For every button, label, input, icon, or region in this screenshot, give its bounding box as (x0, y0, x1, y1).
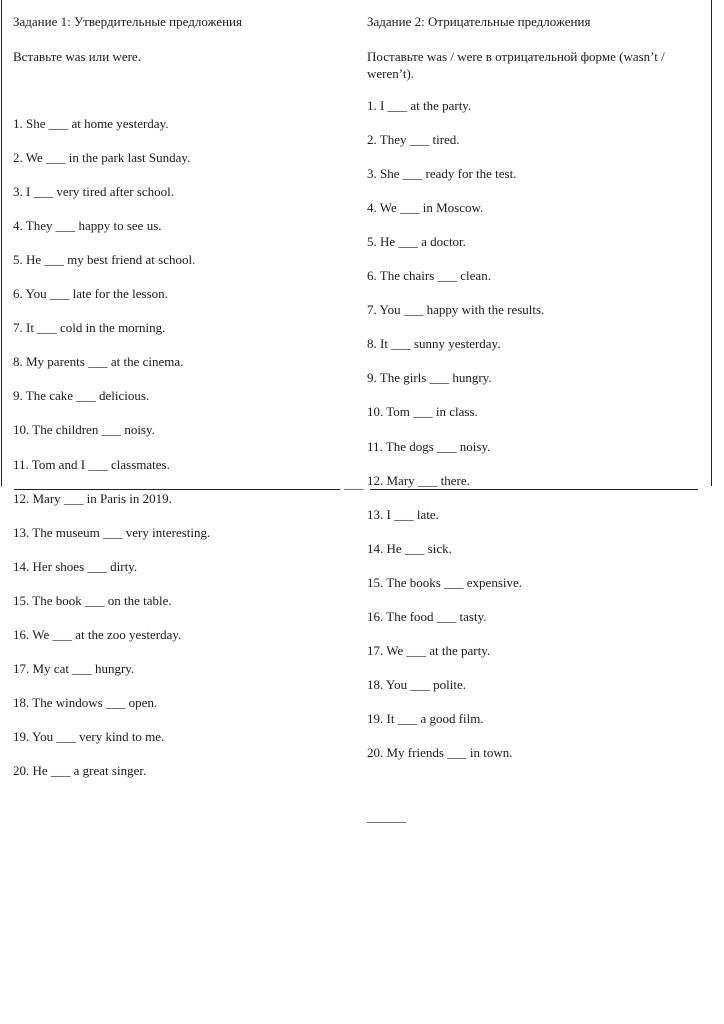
task2-item-3: 3. She ___ ready for the test. (367, 166, 517, 182)
task2-item-8: 8. It ___ sunny yesterday. (367, 336, 501, 352)
task2-title: Задание 2: Отрицательные предложения (367, 14, 591, 29)
task2-item-7: 7. You ___ happy with the results. (367, 302, 545, 318)
task1-item-9: 9. The cake ___ delicious. (13, 388, 150, 404)
task2-item-1: 1. I ___ at the party. (367, 98, 472, 113)
task1-item-15: 15. The book ___ on the table. (13, 592, 172, 608)
task2-item-13: 13. I ___ late. (367, 506, 439, 522)
task1-item-8: 8. My parents ___ at the cinema. (13, 354, 184, 370)
task2-item-12: 12. Mary ___ there. (367, 472, 470, 488)
task1-item-5: 5. He ___ my best friend at school. (13, 252, 196, 268)
task1-item-18: 18. The windows ___ open. (13, 694, 158, 710)
task1-title: Задание 1: Утвердительные предложения (13, 14, 242, 29)
task2-instruction: Поставьте was / were в отрицательной форме (wasn’t / weren’t). (367, 49, 665, 81)
task2-item-6: 6. The chairs ___ clean. (367, 268, 491, 284)
task1-item-1: 1. She ___ at home yesterday. (13, 116, 169, 131)
task1-item-12: 12. Mary ___ in Paris in 2019. (13, 490, 172, 506)
task2-item-5: 5. He ___ a doctor. (367, 234, 466, 250)
task2-item-17: 17. We ___ at the party. (367, 642, 491, 658)
stray-underline: ___ (344, 476, 364, 491)
task2-item-11: 11. The dogs ___ noisy. (367, 438, 491, 454)
task1-item-6: 6. You ___ late for the lesson. (13, 286, 168, 302)
task2-item-15: 15. The books ___ expensive. (367, 574, 523, 590)
task2-item-18: 18. You ___ polite. (367, 676, 466, 692)
task1-item-10: 10. The children ___ noisy. (13, 422, 155, 438)
task1-item-11: 11. Tom and I ___ classmates. (13, 456, 170, 472)
task1-instruction: Вставьте was или were. (13, 49, 141, 64)
task1-item-17: 17. My cat ___ hungry. (13, 660, 135, 676)
task1-item-20: 20. He ___ a great singer. (13, 762, 147, 778)
task1-item-3: 3. I ___ very tired after school. (13, 184, 175, 200)
task2-trailing-line: ______ (367, 809, 406, 824)
task1-item-4: 4. They ___ happy to see us. (13, 218, 162, 234)
frame-gap-left (0, 486, 14, 494)
task2-item-20: 20. My friends ___ in town. (367, 744, 513, 760)
task1-item-7: 7. It ___ cold in the morning. (13, 320, 166, 336)
task1-item-2: 2. We ___ in the park last Sunday. (13, 150, 191, 166)
task2-item-10: 10. Tom ___ in class. (367, 404, 478, 420)
task2-item-4: 4. We ___ in Moscow. (367, 200, 484, 216)
task2-item-9: 9. The girls ___ hungry. (367, 370, 492, 386)
frame-gap-right (698, 486, 716, 494)
task1-item-16: 16. We ___ at the zoo yesterday. (13, 626, 182, 642)
task2-item-2: 2. They ___ tired. (367, 132, 460, 148)
task2-item-19: 19. It ___ a good film. (367, 710, 484, 726)
task1-item-19: 19. You ___ very kind to me. (13, 728, 165, 744)
task2-item-16: 16. The food ___ tasty. (367, 608, 487, 624)
task1-item-14: 14. Her shoes ___ dirty. (13, 558, 138, 574)
task2-item-14: 14. He ___ sick. (367, 540, 452, 556)
task1-item-13: 13. The museum ___ very interesting. (13, 524, 211, 540)
